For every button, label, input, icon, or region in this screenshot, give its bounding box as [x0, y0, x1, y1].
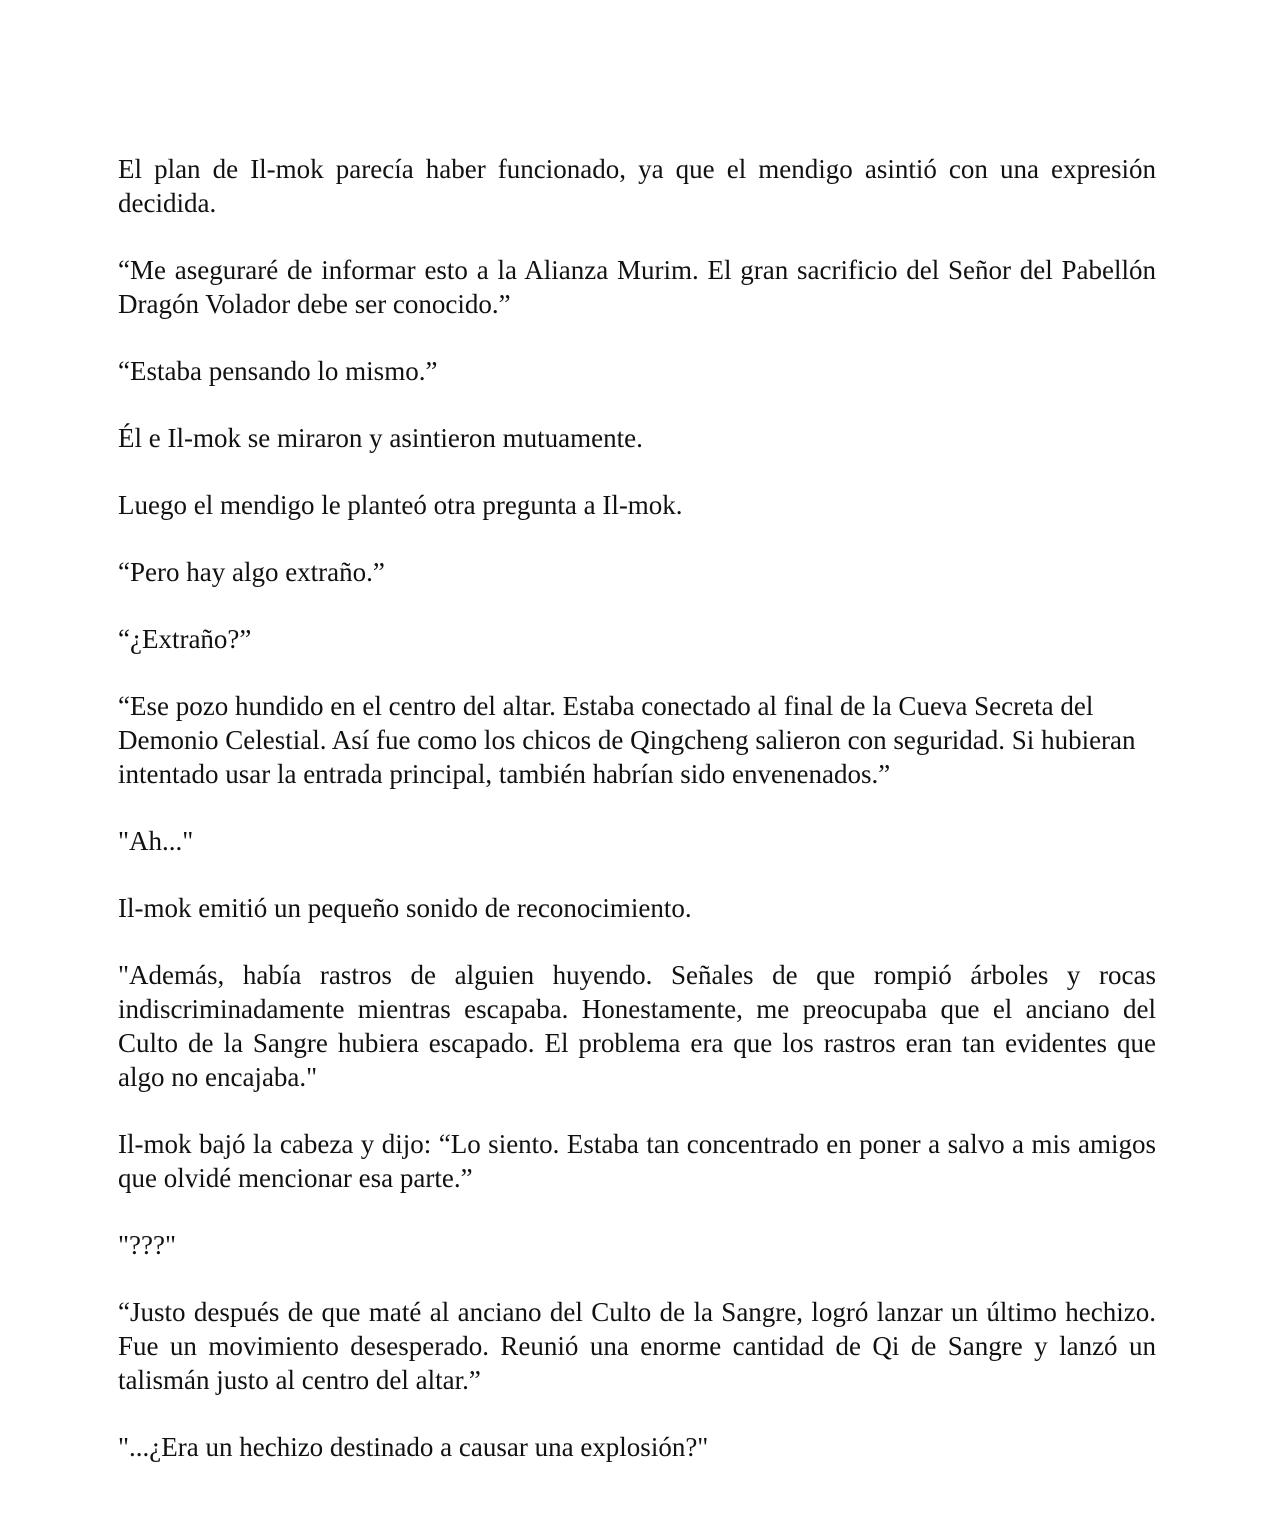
paragraph-13: "???" — [118, 1230, 176, 1260]
paragraph-15: "...¿Era un hechizo destinado a causar una explosión?" — [118, 1432, 709, 1462]
paragraph-8: “Ese pozo hundido en el centro del altar. Estaba conectado al final de la Cueva Secreta del Demonio Celestial. Así fue como los chicos de Qingcheng salieron con seguridad. Si hubieran intentado usar la entrada principal, también habrían sido envenenados.” — [118, 691, 1136, 789]
paragraph-12: Il-mok bajó la cabeza y dijo: “Lo siento. Estaba tan concentrado en poner a salvo a mis amigos que olvidé mencionar esa parte.” — [118, 1129, 1156, 1193]
paragraph-2: “Me aseguraré de informar esto a la Alianza Murim. El gran sacrificio del Señor del Pabellón Dragón Volador debe ser conocido.” — [118, 255, 1156, 319]
paragraph-1: El plan de Il-mok parecía haber funcionado, ya que el mendigo asintió con una expresión decidida. — [118, 154, 1156, 218]
paragraph-10: Il-mok emitió un pequeño sonido de reconocimiento. — [118, 893, 692, 923]
paragraph-6: “Pero hay algo extraño.” — [118, 557, 385, 587]
document-page — [118, 152, 1156, 1497]
paragraph-4: Él e Il-mok se miraron y asintieron mutuamente. — [118, 423, 643, 453]
paragraph-9: "Ah..." — [118, 826, 194, 856]
paragraph-3: “Estaba pensando lo mismo.” — [118, 356, 438, 386]
paragraph-11: "Además, había rastros de alguien huyendo. Señales de que rompió árboles y rocas indiscriminadamente mientras escapaba. Honestamente, me preocupaba que el anciano del Culto de la Sangre hubiera escapado. El problema era que los rastros eran tan evidentes que algo no encajaba." — [118, 960, 1156, 1092]
paragraph-5: Luego el mendigo le planteó otra pregunta a Il-mok. — [118, 490, 683, 520]
paragraph-7: “¿Extraño?” — [118, 624, 252, 654]
paragraph-14: “Justo después de que maté al anciano del Culto de la Sangre, logró lanzar un último hechizo. Fue un movimiento desesperado. Reunió una enorme cantidad de Qi de Sangre y lanzó un talismán justo al centro del altar.” — [118, 1297, 1156, 1395]
